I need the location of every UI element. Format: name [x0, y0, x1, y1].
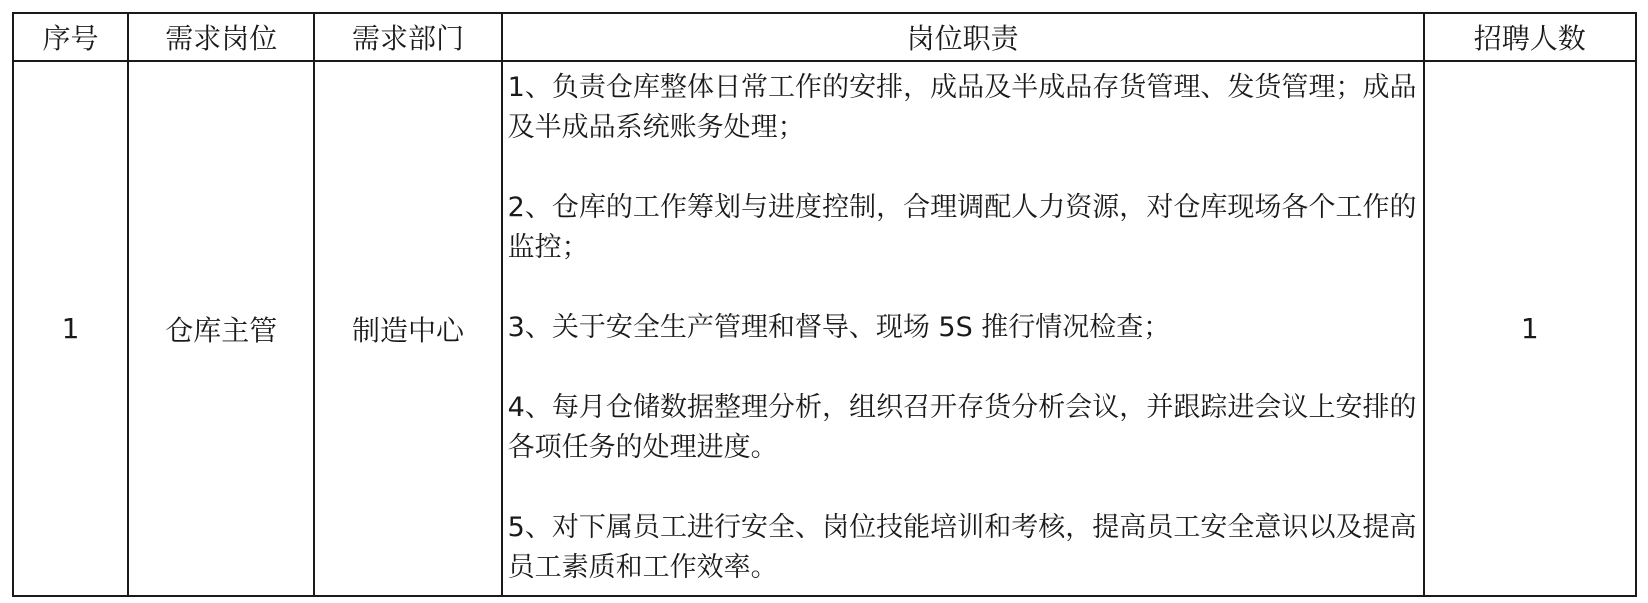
header-department: 需求部门 [314, 13, 501, 61]
cell-headcount: 1 [1424, 61, 1636, 596]
cell-position: 仓库主管 [128, 61, 314, 596]
table-header-row [13, 13, 1636, 61]
cell-index: 1 [13, 61, 128, 596]
header-headcount: 招聘人数 [1424, 13, 1636, 61]
header-position: 需求岗位 [128, 13, 314, 61]
table-row [13, 61, 1636, 596]
duty-item-5: 5、对下属员工进行安全、岗位技能培训和考核，提高员工安全意识以及提高员工素质和工作效率。 [507, 512, 1417, 583]
duty-item-4: 4、每月仓储数据整理分析，组织召开存货分析会议，并跟踪进会议上安排的各项任务的处理进度。 [507, 392, 1417, 463]
duty-item-1: 1、负责仓库整体日常工作的安排，成品及半成品存货管理、发货管理；成品及半成品系统账务处理； [507, 72, 1417, 143]
header-index: 序号 [13, 13, 128, 61]
cell-duties [502, 61, 1424, 596]
cell-department: 制造中心 [314, 61, 501, 596]
job-requirements-table [12, 12, 1637, 597]
duty-item-2: 2、仓库的工作筹划与进度控制，合理调配人力资源，对仓库现场各个工作的监控； [507, 192, 1417, 263]
header-duties: 岗位职责 [502, 13, 1424, 61]
duty-item-3: 3、关于安全生产管理和督导、现场 5S 推行情况检查； [507, 312, 1171, 343]
